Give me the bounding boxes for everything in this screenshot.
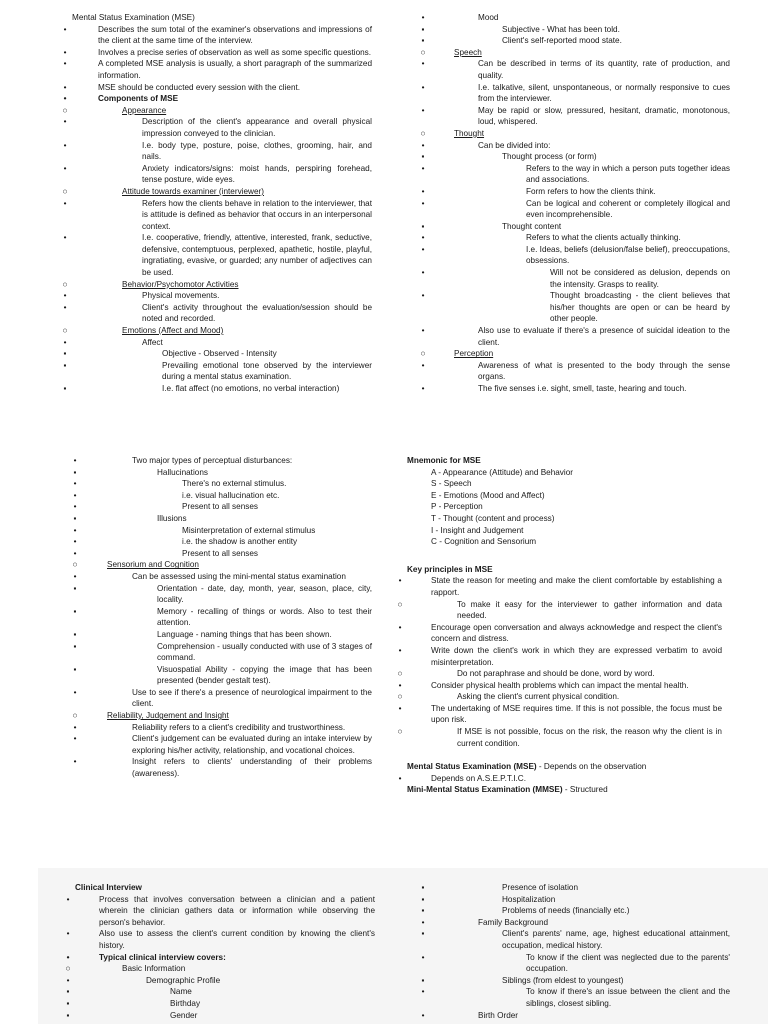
- clinical-interview-title: Clinical Interview: [75, 883, 142, 892]
- list-item: • To know if there's an issue between the client and the siblings, closest sibling.: [421, 987, 730, 1008]
- mse-definition: Mental Status Examination (MSE) - Depends on the observation: [407, 762, 647, 772]
- list-item: ○ Behavior/Psychomotor Activities: [62, 279, 239, 289]
- list-item: • Also use to evaluate if there's a presence of suicidal ideation to the client.: [421, 326, 730, 347]
- list-item: I - Insight and Judgement: [431, 525, 524, 535]
- list-item: • Can be divided into:: [421, 140, 551, 150]
- list-item: T - Thought (content and process): [431, 513, 555, 523]
- list-item: • A completed MSE analysis is usually, a short paragraph of the summarized information.: [63, 59, 372, 80]
- list-item: ○ Sensorium and Cognition: [72, 560, 199, 570]
- list-item: • Process that involves conversation between a clinician and a patient wherein the clinician gathers data or information while observing the person's behavior.: [66, 894, 375, 927]
- list-item: ○ Thought: [420, 128, 485, 138]
- mnemonic-title: Mnemonic for MSE: [407, 456, 481, 465]
- list-item: • May be rapid or slow, pressured, hesitant, dramatic, monotonous, loud, whispered.: [421, 105, 730, 127]
- list-item: ▪ Visuospatial Ability - copying the image that has been presented (bender gestalt test).: [73, 664, 372, 686]
- list-item: • Mood: [421, 13, 499, 22]
- list-item: • Client's activity throughout the evaluation/session should be noted and recorded.: [63, 302, 372, 324]
- list-item: • Can be logical and coherent or completely illogical and even incomprehensible.: [421, 198, 730, 220]
- list-item: • Thought broadcasting - the client believes that his/her thoughts are open or can be heard by other people.: [421, 291, 730, 324]
- list-item: ▪ Illusions: [73, 513, 187, 523]
- list-item: ▪ Prevailing emotional tone observed by the interviewer during a mental status examination.: [63, 360, 372, 382]
- list-item: • State the reason for meeting and make the client comfortable by establishing a rapport.: [398, 576, 722, 597]
- list-item: ▪ Birthday: [66, 998, 201, 1008]
- list-item: • Refers how the clients behave in relation to the interviewer, that is attitude is defined as behavior that occurs in an interpersonal context.: [63, 198, 372, 231]
- list-item: ▪ Thought process (or form): [421, 152, 597, 162]
- list-item: ○ If MSE is not possible, focus on the risk, the reason why the client is in current condition.: [397, 727, 722, 748]
- list-item: ▪ Comprehension - usually conducted with use of 3 stages of command.: [73, 641, 372, 663]
- list-item: • The five senses i.e. sight, smell, taste, hearing and touch.: [421, 384, 687, 393]
- clinical-interview-section: [65, 882, 375, 1021]
- list-item: • Write down the client's work in which they are expressed verbatim to avoid misinterpretation.: [398, 645, 722, 667]
- list-item: • Involves a precise series of observation as well as some specific questions.: [63, 47, 372, 57]
- list-item: • Depends on A.S.E.P.T.I.C.: [398, 773, 526, 783]
- list-item: • Present to all senses: [73, 548, 259, 558]
- list-item: ▪ Name: [66, 987, 192, 997]
- list-item: • I.e. cooperative, friendly, attentive, interested, frank, seductive, defensive, contemptuous, perplexed, apathetic, hostile, playful, ingratiating, evasive, or guarded; any number of adjectives can be used.: [63, 233, 372, 278]
- list-item: • Two major types of perceptual disturbances:: [73, 456, 293, 465]
- mse-section-continued: [420, 12, 730, 395]
- list-item: • Anxiety indicators/signs: moist hands, perspiring forehead, tense posture, wide eyes.: [63, 163, 372, 185]
- list-item: • Misinterpretation of external stimulus: [73, 525, 316, 535]
- list-item: ○ Speech: [420, 47, 482, 57]
- list-item: • Physical movements.: [63, 291, 220, 301]
- key-principles-title: Key principles in MSE: [407, 564, 493, 574]
- list-item: • To know if the client was neglected due to the parents' occupation.: [421, 952, 730, 974]
- list-item: ○ Do not paraphrase and should be done, word by word.: [397, 669, 655, 679]
- list-item: ▪ Language - naming things that has been shown.: [73, 629, 332, 639]
- list-item: ▪ Objective - Observed - Intensity: [63, 349, 277, 359]
- mmse-definition: Mini-Mental Status Examination (MMSE) - Structured: [407, 785, 608, 795]
- list-item: • I.e. body type, posture, poise, clothes, grooming, hair, and nails.: [63, 140, 372, 162]
- list-item: ○ Asking the client's current physical condition.: [397, 692, 620, 702]
- list-item: • Use to see if there's a presence of neurological impairment to the client.: [73, 687, 372, 709]
- list-item: • Birth Order: [421, 1010, 519, 1020]
- list-item: • Reliability refers to a client's credibility and trustworthiness.: [73, 722, 346, 732]
- mnemonic-section: [397, 455, 722, 796]
- list-item: • Encourage open conversation and always acknowledge and respect the client's concern and distress.: [398, 622, 722, 644]
- list-item: • Typical clinical interview covers:: [66, 952, 226, 962]
- list-item: ▪ Presence of isolation: [421, 883, 579, 892]
- list-item: ▪ Client's parents' name, age, highest educational attainment, occupation, medical history.: [421, 929, 730, 950]
- list-item: E - Emotions (Mood and Affect): [431, 490, 545, 500]
- list-item: ▪ Memory - recalling of things or words. Also to test their attention.: [73, 606, 372, 628]
- list-item: ○ Attitude towards examiner (interviewer): [62, 186, 264, 196]
- list-item: S - Speech: [431, 479, 472, 489]
- list-item: • Insight refers to clients' understanding of their problems (awareness).: [73, 757, 372, 779]
- list-item: • Affect: [63, 337, 163, 347]
- list-item: C - Cognition and Sensorium: [431, 537, 537, 547]
- list-item: • i.e. visual hallucination etc.: [73, 490, 280, 500]
- mnemonic-list: [407, 467, 722, 548]
- list-item: • The undertaking of MSE requires time. If this is not possible, the focus must be upon risk.: [398, 703, 722, 725]
- list-item: ○ Basic Information: [65, 964, 186, 974]
- list-item: • Consider physical health problems which can impact the mental health.: [398, 680, 689, 690]
- list-item: ▪ Orientation - date, day, month, year, season, place, city, locality.: [73, 583, 372, 605]
- list-item: • Describes the sum total of the examiner's observations and impressions of the client at the same time of the interview.: [63, 24, 372, 46]
- list-item: • Refers to what the clients actually thinking.: [421, 233, 681, 243]
- mse-title: Mental Status Examination (MSE): [72, 13, 195, 22]
- list-item: • Present to all senses: [73, 502, 259, 512]
- list-item: • Description of the client's appearance and overall physical impression conveyed to the clinician.: [63, 117, 372, 138]
- list-item: • Client's judgement can be evaluated during an intake interview by exploring his/her activity, relationship, and vocational choices.: [73, 734, 372, 755]
- list-item: • MSE should be conducted every session with the client.: [63, 82, 301, 92]
- list-item: • Form refers to how the clients think.: [421, 186, 656, 196]
- list-item: • There's no external stimulus.: [73, 479, 287, 489]
- list-item: • Also use to assess the client's current condition by knowing the client's history.: [66, 929, 375, 950]
- list-item: • Can be assessed using the mini-mental status examination: [73, 571, 346, 581]
- list-item: • Refers to the way in which a person puts together ideas and associations.: [421, 163, 730, 185]
- list-item: ▪ Gender: [66, 1010, 198, 1020]
- list-item: • Will not be considered as delusion, depends on the intensity. Grasps to reality.: [421, 268, 730, 289]
- perception-cognition-section: [72, 455, 372, 780]
- mse-section: [62, 12, 372, 395]
- list-item: ▪ Subjective - What has been told.: [421, 24, 620, 34]
- list-item: ○ Reliability, Judgement and Insight: [72, 711, 229, 721]
- list-item: ○ Emotions (Affect and Mood): [62, 326, 224, 336]
- list-item: • Can be described in terms of its quantity, rate of production, and quality.: [421, 59, 730, 80]
- list-item: P - Perception: [431, 502, 483, 512]
- list-item: • i.e. the shadow is another entity: [73, 537, 298, 547]
- list-item: • Components of MSE: [63, 94, 179, 104]
- list-item: • I.e. Ideas, beliefs (delusion/false belief), preoccupations, obsessions.: [421, 244, 730, 266]
- list-item: • Awareness of what is presented to the body through the sense organs.: [421, 360, 730, 382]
- list-item: ○ Perception: [420, 349, 494, 359]
- list-item: ▪ Problems of needs (financially etc.): [421, 906, 630, 916]
- list-item: ○ To make it easy for the interviewer to gather information and data needed.: [397, 599, 722, 621]
- list-item: ▪ Hallucinations: [73, 467, 208, 477]
- list-item: ▪ I.e. flat affect (no emotions, no verbal interaction): [63, 384, 340, 393]
- list-item: ▪ Hospitalization: [421, 894, 556, 904]
- list-item: • Demographic Profile: [66, 975, 221, 985]
- list-item: A - Appearance (Attitude) and Behavior: [431, 467, 574, 477]
- list-item: ○ Appearance: [62, 105, 167, 115]
- family-background-section: [421, 882, 730, 1021]
- list-item: • Family Background: [421, 917, 549, 927]
- list-item: ▪ Siblings (from eldest to youngest): [421, 975, 624, 985]
- list-item: ▪ Client's self-reported mood state.: [421, 36, 622, 46]
- list-item: • I.e. talkative, silent, unspontaneous, or normally responsive to cues from the interviewer.: [421, 82, 730, 104]
- list-item: ▪ Thought content: [421, 221, 562, 231]
